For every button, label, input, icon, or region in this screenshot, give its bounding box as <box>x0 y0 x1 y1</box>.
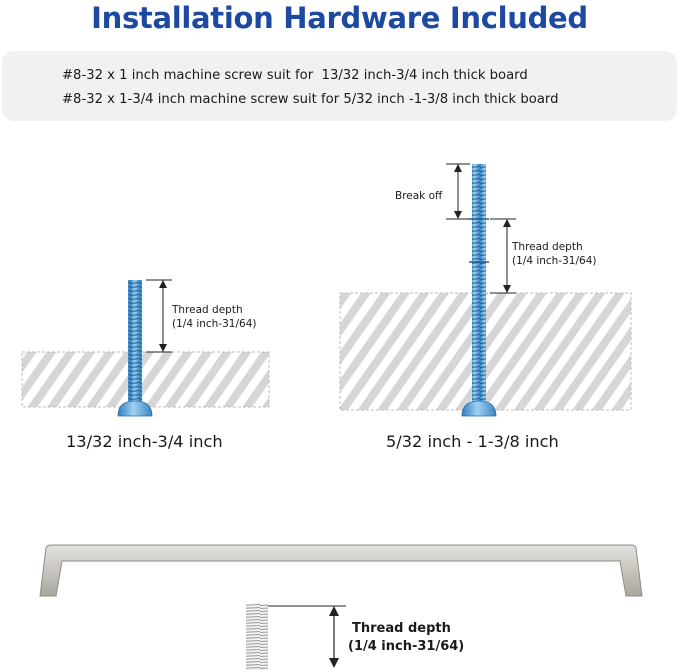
left-board <box>22 352 269 407</box>
right-screw-shank <box>472 164 486 407</box>
right-board-caption: 5/32 inch - 1-3/8 inch <box>386 432 559 451</box>
handle-bar <box>40 545 642 596</box>
left-board-caption: 13/32 inch-3/4 inch <box>66 432 223 451</box>
left-screw-shank <box>128 280 142 405</box>
spec-line-short-screw: #8-32 x 1 inch machine screw suit for 13/32 inch-3/4 inch thick board <box>62 68 528 83</box>
left-thread-depth-range: (1/4 inch-31/64) <box>172 318 257 330</box>
right-thread-depth-label: Thread depth <box>512 241 583 253</box>
cabinet-handle <box>40 545 642 670</box>
right-board-diagram <box>340 164 631 416</box>
left-thread-depth-label: Thread depth <box>172 304 243 316</box>
right-thread-depth-range: (1/4 inch-31/64) <box>512 255 597 267</box>
handle-thread-depth-label: Thread depth <box>352 621 451 636</box>
break-off-label: Break off <box>395 190 443 202</box>
page-title: Installation Hardware Included <box>91 1 588 35</box>
handle-thread-stub <box>246 604 268 670</box>
left-board-diagram <box>22 280 269 416</box>
handle-thread-depth-range: (1/4 inch-31/64) <box>348 639 465 654</box>
spec-line-long-screw: #8-32 x 1-3/4 inch machine screw suit for 5/32 inch -1-3/8 inch thick board <box>62 92 559 107</box>
